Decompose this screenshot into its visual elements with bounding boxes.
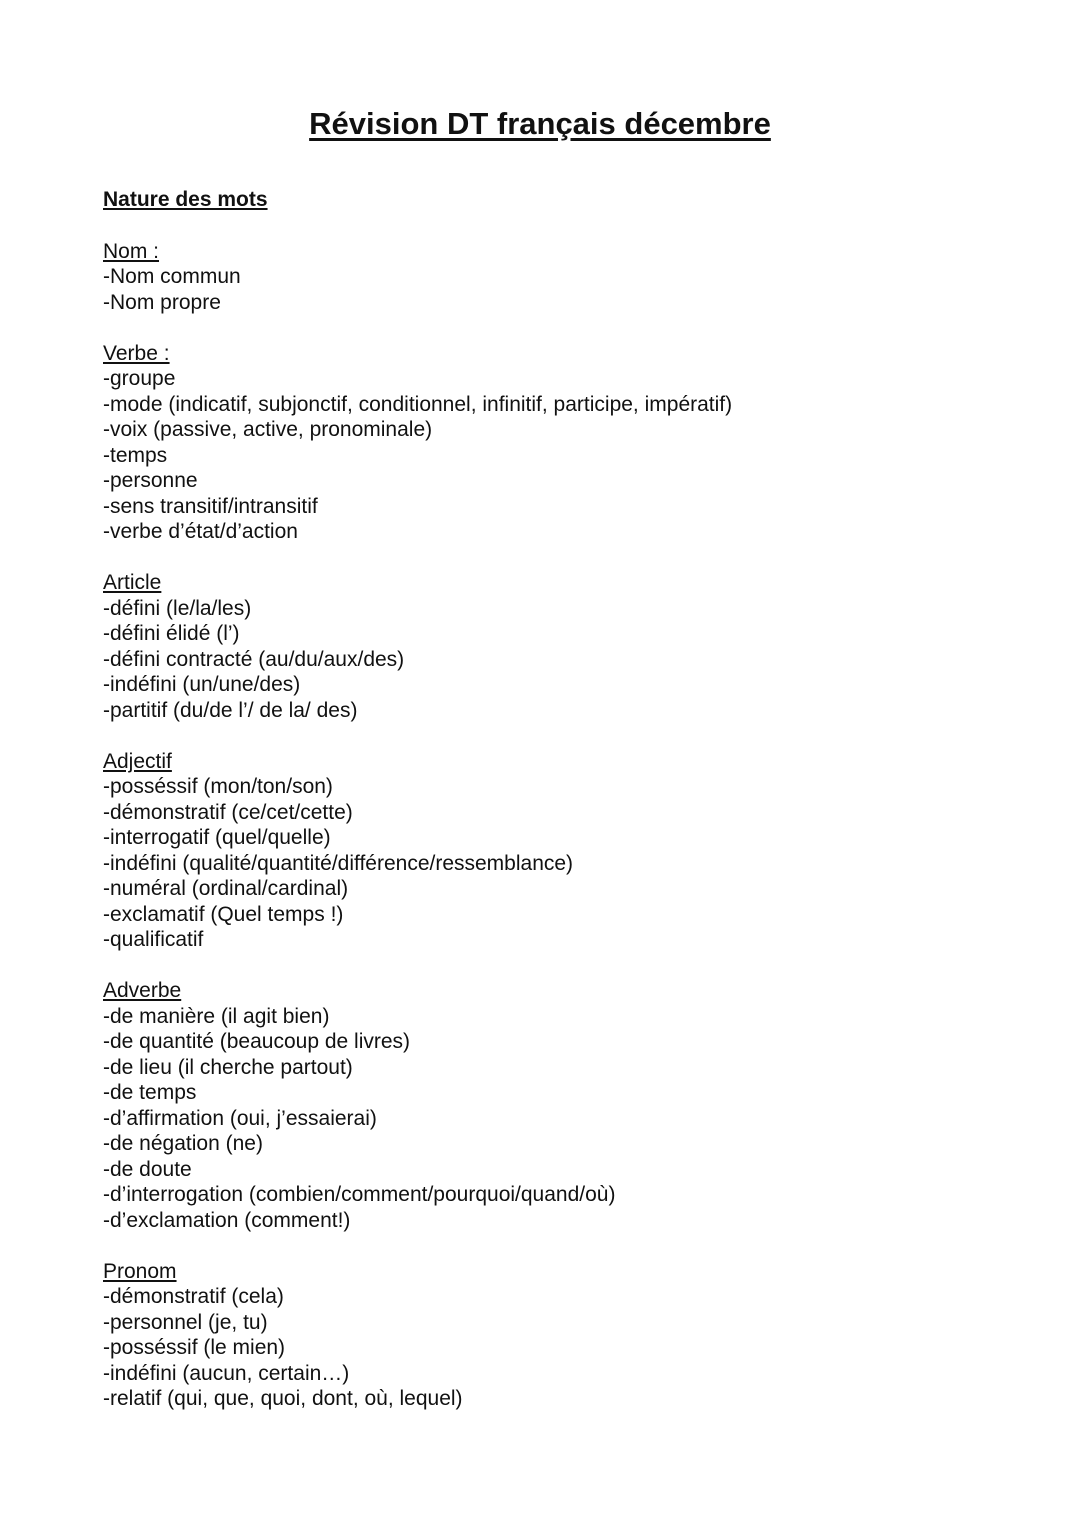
list-item: -défini contracté (au/du/aux/des) <box>103 647 405 671</box>
group-title: Verbe : <box>103 341 170 365</box>
group-0 <box>103 239 1003 316</box>
list-item: -voix (passive, active, pronominale) <box>103 418 433 441</box>
list-item: -groupe <box>103 367 176 390</box>
list-item: -de temps <box>103 1081 197 1104</box>
group-title: Adjectif <box>103 749 172 773</box>
group-title: Pronom <box>103 1259 177 1283</box>
list-item: -indéfini (qualité/quantité/différence/ressemblance) <box>103 851 574 875</box>
list-item: -qualificatif <box>103 928 204 951</box>
group-4 <box>103 978 1003 1233</box>
list-item: -de manière (il agit bien) <box>103 1004 330 1028</box>
list-item: -exclamatif (Quel temps !) <box>103 902 344 926</box>
document-content <box>103 186 1003 1437</box>
list-item: -relatif (qui, que, quoi, dont, où, lequel) <box>103 1387 463 1410</box>
list-item: -d’affirmation (oui, j’essaierai) <box>103 1106 377 1130</box>
list-item: -mode (indicatif, subjonctif, conditionnel, infinitif, participe, impératif) <box>103 392 733 416</box>
list-item: -interrogatif (quel/quelle) <box>103 826 331 849</box>
group-title: Nom : <box>103 239 160 263</box>
list-item: -posséssif (mon/ton/son) <box>103 775 333 798</box>
list-item: -de négation (ne) <box>103 1132 263 1155</box>
list-item: -Nom propre <box>103 290 221 314</box>
list-item: -personnel (je, tu) <box>103 1310 268 1334</box>
list-item: -d’interrogation (combien/comment/pourquoi/quand/où) <box>103 1183 616 1206</box>
list-item: -temps <box>103 443 168 467</box>
word-nature-groups <box>103 239 1003 1412</box>
list-item: -défini élidé (l’) <box>103 622 240 645</box>
group-2 <box>103 570 1003 723</box>
list-item: -numéral (ordinal/cardinal) <box>103 877 349 900</box>
list-item: -Nom commun <box>103 265 241 288</box>
list-item: -d’exclamation (comment!) <box>103 1208 351 1232</box>
list-item: -sens transitif/intransitif <box>103 494 318 518</box>
list-item: -de quantité (beaucoup de livres) <box>103 1030 411 1053</box>
list-item: -indéfini (aucun, certain…) <box>103 1361 350 1385</box>
group-title: Adverbe <box>103 979 182 1002</box>
group-title: Article <box>103 571 162 594</box>
list-item: -partitif (du/de l’/ de la/ des) <box>103 698 358 722</box>
section-heading: Nature des mots <box>103 188 268 211</box>
list-item: -personne <box>103 469 198 492</box>
list-item: -verbe d’état/d’action <box>103 520 298 543</box>
list-item: -démonstratif (ce/cet/cette) <box>103 800 353 824</box>
list-item: -posséssif (le mien) <box>103 1336 286 1359</box>
list-item: -de lieu (il cherche partout) <box>103 1055 353 1079</box>
list-item: -démonstratif (cela) <box>103 1285 284 1308</box>
list-item: -indéfini (un/une/des) <box>103 673 301 696</box>
list-item: -défini (le/la/les) <box>103 596 252 620</box>
list-item: -de doute <box>103 1157 192 1181</box>
group-3 <box>103 749 1003 953</box>
page-title: Révision DT français décembre <box>309 106 771 141</box>
group-5 <box>103 1259 1003 1412</box>
group-1 <box>103 341 1003 545</box>
